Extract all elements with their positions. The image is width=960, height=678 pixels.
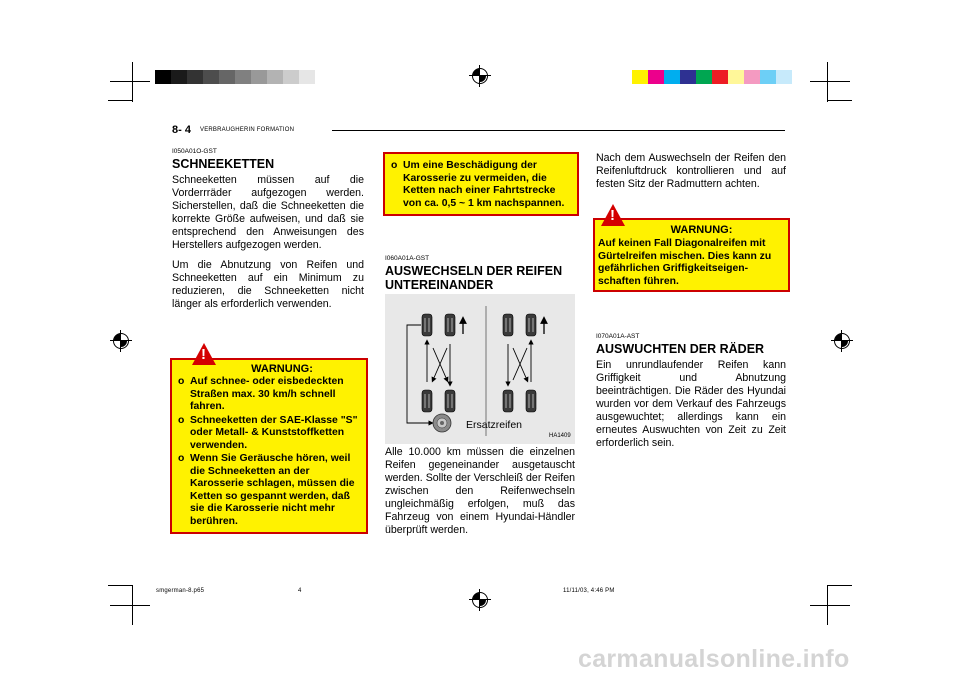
- column-1: [172, 148, 364, 318]
- section-code: I070A01A-AST: [596, 333, 640, 340]
- section-title: VERBRAUGHERIN FORMATION: [200, 127, 295, 133]
- body-text: [172, 174, 364, 311]
- section-heading: SCHNEEKETTEN: [172, 157, 275, 171]
- paragraph: Um die Abnutzung von Reifen und Schneeketten auf ein Minimum zu reduzieren, die Schneeketten nicht länger als erforderlich verwenden.: [172, 259, 364, 310]
- footer-date: 11/11/03, 4:46 PM: [563, 588, 615, 594]
- warning-icon: !: [192, 343, 216, 365]
- section-heading: AUSWUCHTEN DER RÄDER: [596, 342, 765, 356]
- watermark: carmanualsonline.info: [578, 645, 850, 673]
- registration-mark-bottom: [469, 589, 491, 611]
- header-rule: [332, 130, 785, 131]
- paragraph: Nach dem Auswechseln der Reifen den Reifenluftdruck kontrollieren und auf festen Sitz der Radmuttern achten.: [596, 152, 786, 190]
- paragraph: Schneeketten müssen auf die Vorderrräder aufgezogen werden. Sicherstellen, daß die Schneeketten die korrekte Größe aufweisen, und daß sie entsprechend den Anweisungen des Herstellers aufgezogen werden.: [172, 174, 364, 251]
- section-heading: AUSWECHSELN DER REIFEN UNTEREINANDER: [385, 264, 563, 292]
- warning-title: WARNUNG:: [251, 363, 313, 375]
- column-2: [385, 255, 575, 292]
- warning-text: Auf keinen Fall Diagonalreifen mit Gürtelreifen mischen. Dies kann zu gefährlichen Griffigkeitseigen-schaften führen.: [598, 238, 772, 287]
- column-3-section: [596, 333, 786, 450]
- registration-mark-top: [469, 65, 491, 87]
- spare-tire-icon: [433, 414, 451, 432]
- figure-code: HA1409: [549, 433, 571, 439]
- tire-rotation-figure: [385, 294, 575, 444]
- section-code: I060A01A-GST: [385, 255, 430, 262]
- warning-list: [178, 376, 362, 528]
- footer-page: 4: [298, 588, 302, 594]
- caution-item: o Um eine Beschädigung der Karosserie zu vermeiden, die Ketten nach einer Fahrtstrecke von ca. 0,5 ~ 1 km nachspannen.: [391, 160, 565, 209]
- spare-tire-label: Ersatzreifen: [466, 419, 523, 431]
- warning-title: WARNUNG:: [670, 224, 733, 236]
- registration-mark-left: [110, 330, 132, 352]
- warning-icon: !: [601, 204, 625, 226]
- caution-list: [391, 160, 573, 210]
- caution-box: [383, 152, 579, 216]
- page-number: 8- 4: [172, 124, 191, 136]
- warning-box: [593, 207, 790, 292]
- registration-mark-right: [831, 330, 853, 352]
- warning-box: [170, 346, 368, 534]
- rotation-text: Alle 10.000 km müssen die einzelnen Reifen gegeneinander ausgetauscht werden. Sollte der Verschleiß der Reifen zwischen den Reifenwechseln ungleichmäßig erfolgen, muß das Fahrzeug von einem Hyundai-Händler überprüft werden.: [385, 446, 575, 536]
- footer-file: smgerman-8.p65: [156, 588, 205, 594]
- warning-item: o Schneeketten der SAE-Klasse "S" oder Metall- & Kunststoffketten verwenden.: [178, 414, 358, 451]
- warning-item: o Wenn Sie Geräusche hören, weil die Schneeketten an der Karosserie schlagen, müssen die Ketten so gespannt werden, daß sie die Karosserie nicht mehr berühren.: [178, 453, 355, 527]
- body-text: Ein unrundlaufender Reifen kann Griffigkeit und Abnutzung beeinträchtigen. Die Räder des Hyundai wurden vor dem Verkauf des Fahrzeugs ausgewuchtet; allerdings kann ein erneutes Auswuchten von Zeit zu Zeit erforderlich sein.: [596, 359, 786, 449]
- warning-item: o Auf schnee- oder eisbedeckten Straßen max. 30 km/h schnell fahren.: [178, 376, 344, 412]
- section-code: I050A01O-GST: [172, 148, 217, 155]
